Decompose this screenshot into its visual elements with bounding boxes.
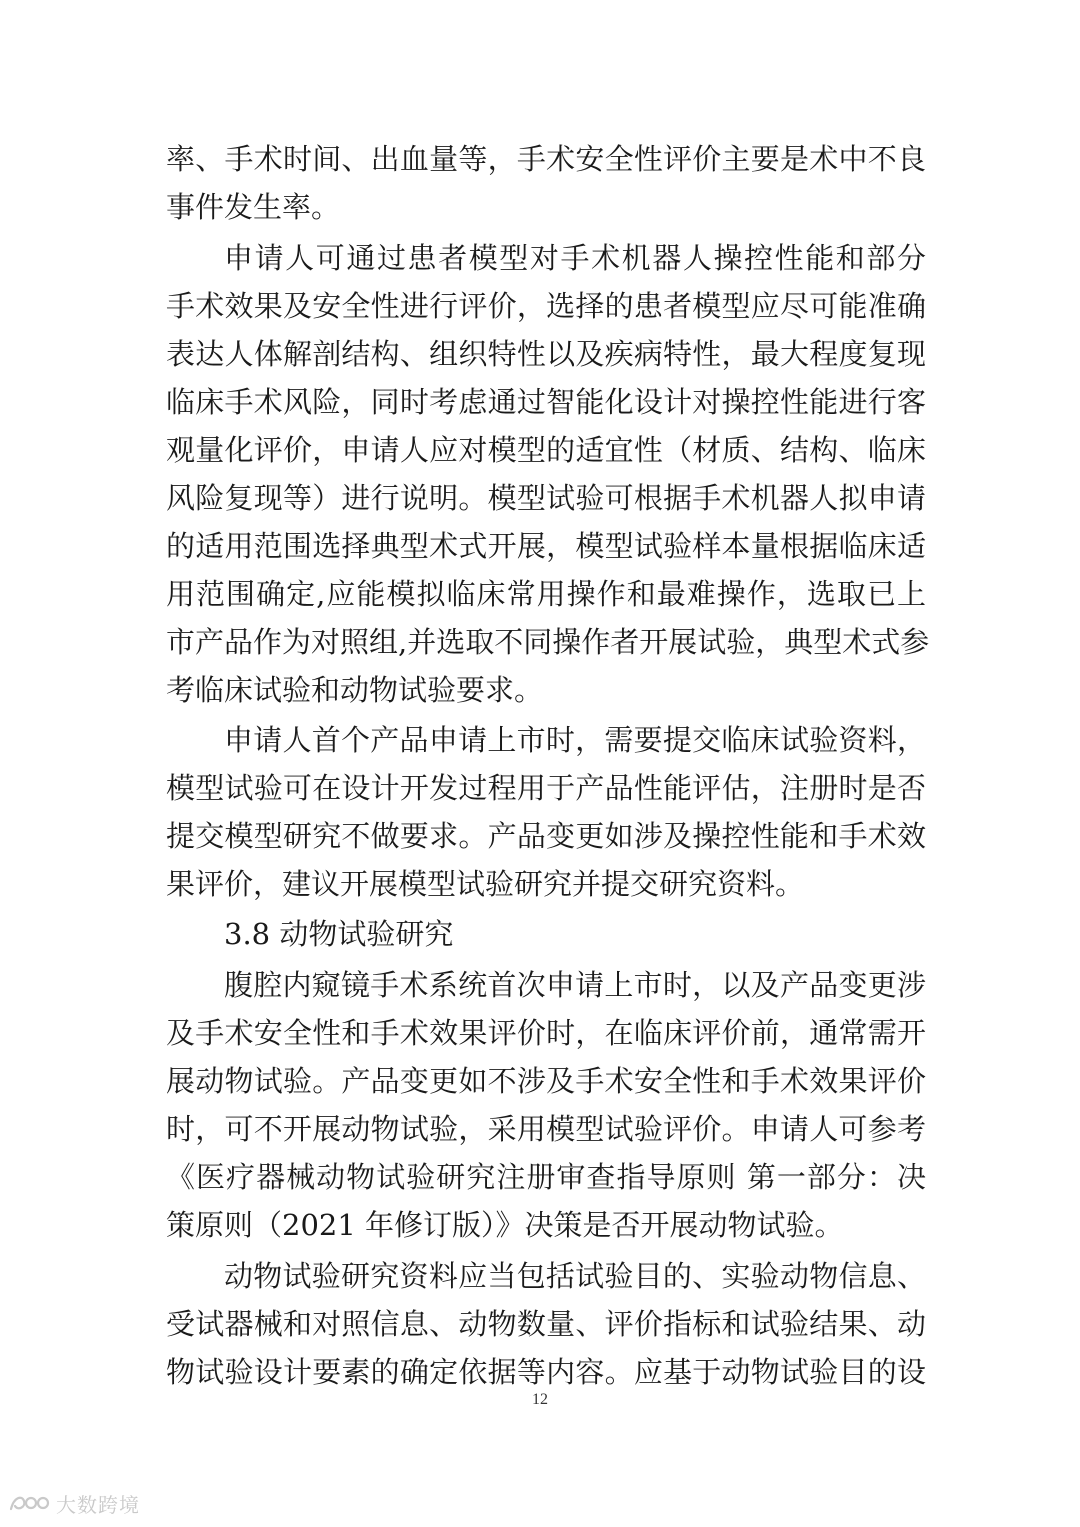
- text-line: 及手术安全性和手术效果评价时，在临床评价前，通常需开: [166, 1016, 926, 1050]
- text-line: 策原则（2021 年修订版）》决策是否开展动物试验。: [166, 1208, 844, 1242]
- text-line: 事件发生率。: [166, 190, 341, 224]
- section-heading: 3.8 动物试验研究: [224, 917, 454, 951]
- paragraph-start-line: 动物试验研究资料应当包括试验目的、实验动物信息、: [224, 1259, 926, 1293]
- text-line: 市产品作为对照组,并选取不同操作者开展试验，典型术式参: [166, 625, 930, 659]
- text-line: 用范围确定,应能模拟临床常用操作和最难操作，选取已上: [166, 577, 926, 611]
- text-line: 展动物试验。产品变更如不涉及手术安全性和手术效果评价: [166, 1064, 926, 1098]
- watermark: [8, 1489, 140, 1517]
- text-line: 观量化评价，申请人应对模型的适宜性（材质、结构、临床: [166, 433, 926, 467]
- text-line: 表达人体解剖结构、组织特性以及疾病特性，最大程度复现: [166, 337, 926, 371]
- text-line: 受试器械和对照信息、动物数量、评价指标和试验结果、动: [166, 1307, 926, 1341]
- watermark-text: 大数跨境: [56, 1492, 140, 1517]
- text-line: 的适用范围选择典型术式开展，模型试验样本量根据临床适: [166, 529, 926, 563]
- text-line: 考临床试验和动物试验要求。: [166, 673, 544, 707]
- page-number: 12: [532, 1391, 548, 1408]
- text-line: 率、手术时间、出血量等，手术安全性评价主要是术中不良: [166, 142, 926, 176]
- text-line: 临床手术风险，同时考虑通过智能化设计对操控性能进行客: [166, 385, 926, 419]
- paragraph-start-line: 申请人可通过患者模型对手术机器人操控性能和部分: [224, 241, 926, 275]
- text-line: 物试验设计要素的确定依据等内容。应基于动物试验目的设: [166, 1355, 926, 1389]
- paragraph-start-line: 腹腔内窥镜手术系统首次申请上市时，以及产品变更涉: [224, 968, 926, 1002]
- text-line: 时，可不开展动物试验，采用模型试验评价。申请人可参考: [166, 1112, 926, 1146]
- text-line: 提交模型研究不做要求。产品变更如涉及操控性能和手术效: [166, 819, 926, 853]
- text-line: 模型试验可在设计开发过程用于产品性能评估，注册时是否: [166, 771, 926, 805]
- text-line: 《医疗器械动物试验研究注册审查指导原则 第一部分：决: [166, 1160, 926, 1194]
- text-line: 手术效果及安全性进行评价，选择的患者模型应尽可能准确: [166, 289, 926, 323]
- paragraph-start-line: 申请人首个产品申请上市时，需要提交临床试验资料，: [224, 723, 926, 757]
- logo-icon: [8, 1491, 52, 1515]
- text-line: 风险复现等）进行说明。模型试验可根据手术机器人拟申请: [166, 481, 926, 515]
- text-line: 果评价，建议开展模型试验研究并提交研究资料。: [166, 867, 805, 901]
